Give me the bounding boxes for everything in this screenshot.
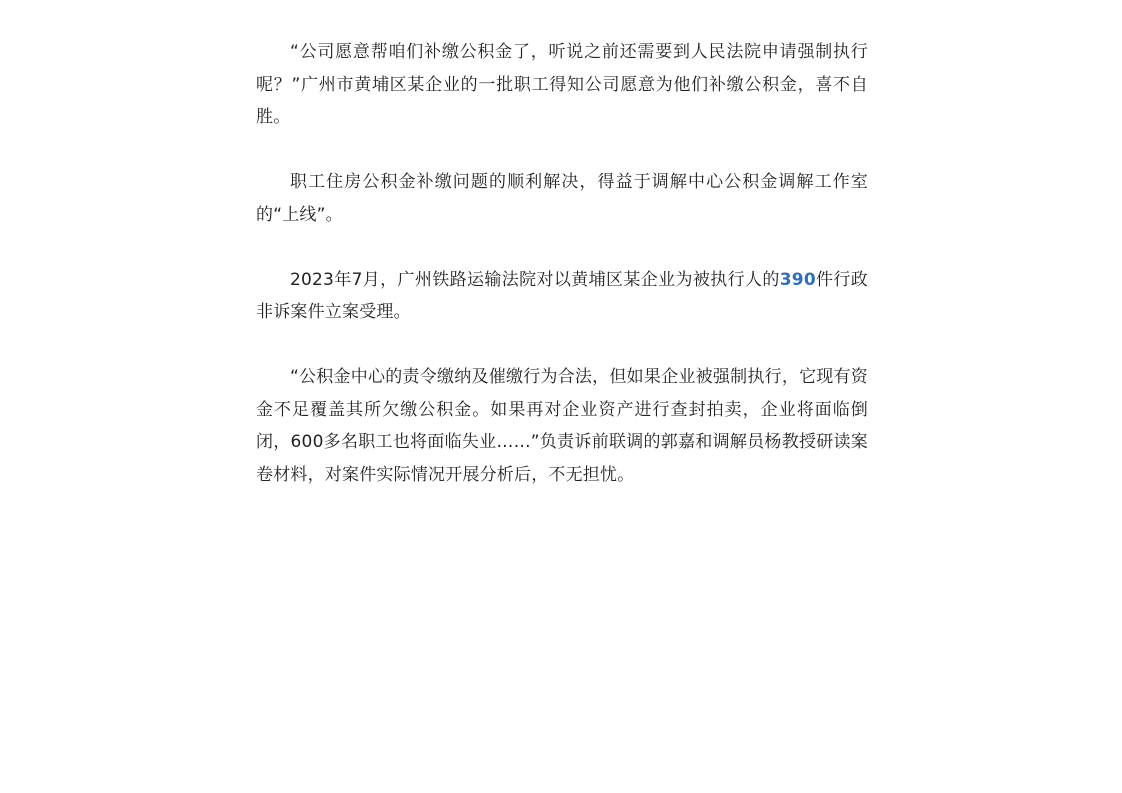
paragraph-3 bbox=[256, 264, 868, 329]
paragraph-1: “公司愿意帮咱们补缴公积金了，听说之前还需要到人民法院申请强制执行呢？”广州市黄埔区某企业的一批职工得知公司愿意为他们补缴公积金，喜不自胜。 bbox=[256, 42, 868, 127]
paragraph-4: “公积金中心的责令缴纳及催缴行为合法，但如果企业被强制执行，它现有资金不足覆盖其所欠缴公积金。如果再对企业资产进行查封拍卖，企业将面临倒闭，600多名职工也将面临失业……”负责诉前联调的郭嘉和调解员杨教授研读案卷材料，对案件实际情况开展分析后，不无担忧。 bbox=[256, 367, 868, 485]
paragraph-2: 职工住房公积金补缴问题的顺利解决，得益于调解中心公积金调解工作室的“上线”。 bbox=[256, 172, 868, 225]
case-count-highlight: 390 bbox=[779, 269, 816, 290]
paragraph-3-text-after: 件行政非诉案件立案受理。 bbox=[256, 269, 868, 322]
paragraph-3-text-before: 2023年7月，广州铁路运输法院对以黄埔区某企业为被执行人的 bbox=[290, 269, 780, 290]
article-body bbox=[256, 36, 868, 524]
